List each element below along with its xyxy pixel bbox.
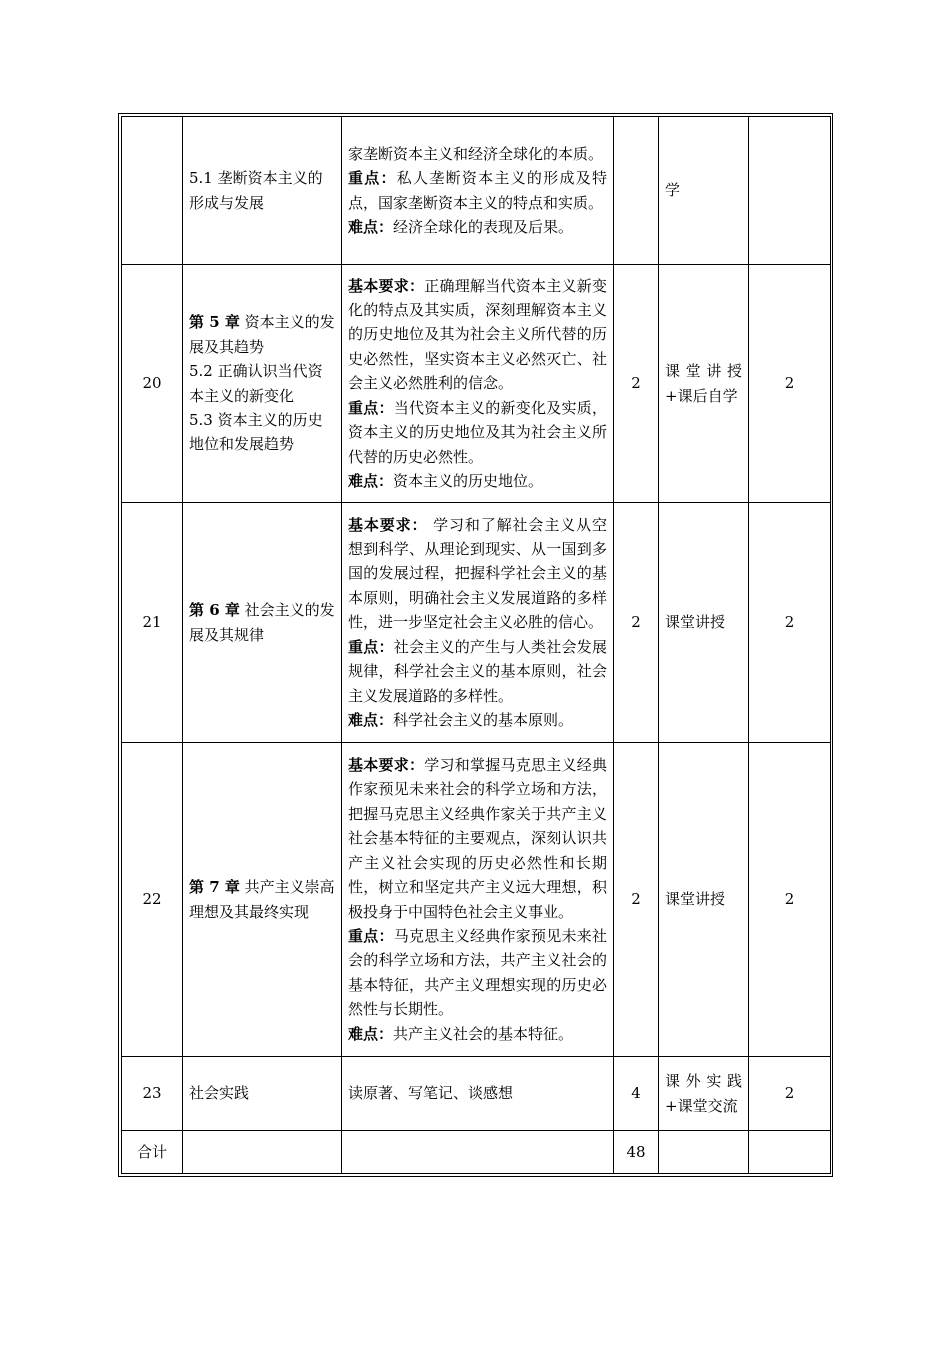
chapter-title-cell (183, 117, 342, 265)
table-row (122, 117, 831, 265)
chapter-number: 第 6 章 (189, 601, 240, 620)
content-text: 经济全球化的表现及后果。 (393, 217, 574, 236)
empty-cell (749, 1131, 831, 1174)
extra-cell: 2 (749, 743, 831, 1057)
table-row (122, 743, 831, 1057)
content-label: 基本要求： (348, 276, 425, 295)
method-cell: 课堂讲授 (659, 503, 749, 743)
empty-cell (659, 1131, 749, 1174)
extra-cell: 2 (749, 265, 831, 503)
table-row (122, 265, 831, 503)
hours-cell: 2 (614, 743, 659, 1057)
content-paragraph (348, 924, 607, 1022)
method-cell: 课外实践+课堂交流 (659, 1057, 749, 1131)
content-paragraph (348, 1022, 607, 1046)
hours-cell (614, 117, 659, 265)
row-number: 23 (122, 1057, 183, 1131)
content-label: 难点： (348, 710, 394, 729)
extra-cell (749, 117, 831, 265)
content-text: 资本主义的历史地位。 (393, 471, 544, 490)
syllabus-table (121, 116, 831, 1174)
row-number (122, 117, 183, 265)
method-cell: 学 (659, 117, 749, 265)
chapter-title: 第 6 章 社会主义的发展及其规律 (189, 601, 335, 644)
chapter-title: 第 5 章 资本主义的发展及其趋势 (189, 313, 335, 356)
content-cell (342, 503, 614, 743)
chapter-title-cell (183, 743, 342, 1057)
content-label: 基本要求： (348, 515, 428, 534)
method-cell: 课堂讲授+课后自学 (659, 265, 749, 503)
content-paragraph (348, 753, 607, 924)
table-row (122, 503, 831, 743)
syllabus-table-frame (118, 113, 833, 1177)
content-paragraph (348, 708, 607, 732)
chapter-title-cell (183, 265, 342, 503)
content-cell (342, 743, 614, 1057)
content-cell (342, 265, 614, 503)
chapter-title: 第 7 章 共产主义崇高理想及其最终实现 (189, 878, 335, 921)
row-number: 20 (122, 265, 183, 503)
method-cell: 课堂讲授 (659, 743, 749, 1057)
content-label: 重点： (348, 637, 394, 656)
content-paragraph (348, 1081, 607, 1105)
empty-cell (342, 1131, 614, 1174)
content-label: 重点： (348, 926, 394, 945)
hours-cell: 4 (614, 1057, 659, 1131)
hours-cell: 2 (614, 265, 659, 503)
content-label: 重点： (348, 398, 394, 417)
content-paragraph (348, 513, 607, 635)
content-text: 科学社会主义的基本原则。 (393, 710, 574, 729)
content-paragraph (348, 396, 607, 469)
section-title: 5.2 正确认识当代资本主义的新变化 (189, 362, 323, 405)
content-paragraph (348, 274, 607, 396)
hours-cell: 2 (614, 503, 659, 743)
content-paragraph (348, 215, 607, 239)
content-text: 学习和掌握马克思主义经典作家预见未来社会的科学立场和方法，把握马克思主义经典作家关于共产主义社会基本特征的主要观点，深刻认识共产主义社会实现的历史必然性和长期性，树立和坚定共产主义远大理想，积极投身于中国特色社会主义事业。 (348, 756, 607, 921)
content-paragraph (348, 166, 607, 215)
content-text: 学习和了解社会主义从空想到科学、从理论到现实、从一国到多国的发展过程，把握科学社会主义的基本原则，明确社会主义发展道路的多样性，进一步坚定社会主义必胜的信心。 (348, 515, 607, 632)
content-text: 正确理解当代资本主义新变化的特点及其实质，深刻理解资本主义的历史地位及其为社会主义所代替的历史必然性，坚实资本主义必然灭亡、社会主义必然胜利的信念。 (348, 276, 607, 393)
chapter-title-cell (183, 1057, 342, 1131)
content-label: 难点： (348, 217, 394, 236)
chapter-title: 社会实践 (189, 1084, 250, 1103)
content-paragraph (348, 469, 607, 493)
content-label: 难点： (348, 471, 394, 490)
content-label: 难点： (348, 1024, 394, 1043)
row-number: 22 (122, 743, 183, 1057)
content-cell (342, 117, 614, 265)
total-row (122, 1131, 831, 1174)
content-text: 社会主义的产生与人类社会发展规律，科学社会主义的基本原则，社会主义发展道路的多样性。 (348, 637, 607, 705)
content-cell (342, 1057, 614, 1131)
section-title: 5.3 资本主义的历史地位和发展趋势 (189, 410, 323, 454)
content-label: 基本要求： (348, 756, 425, 775)
content-text: 共产主义社会的基本特征。 (393, 1024, 574, 1043)
extra-cell: 2 (749, 503, 831, 743)
content-text: 读原著、写笔记、谈感想 (348, 1084, 514, 1103)
content-text: 私人垄断资本主义的形成及特点，国家垄断资本主义的特点和实质。 (348, 169, 607, 212)
table-row (122, 1057, 831, 1131)
extra-cell: 2 (749, 1057, 831, 1131)
content-text: 马克思主义经典作家预见未来社会的科学立场和方法，共产主义社会的基本特征，共产主义理想实现的历史必然性与长期性。 (348, 926, 607, 1019)
chapter-title-cell (183, 503, 342, 743)
content-paragraph (348, 635, 607, 708)
total-hours: 48 (614, 1131, 659, 1174)
content-text: 当代资本主义的新变化及实质，资本主义的历史地位及其为社会主义所代替的历史必然性。 (348, 398, 607, 466)
content-paragraph (348, 142, 607, 166)
chapter-number: 第 5 章 (189, 313, 240, 332)
chapter-number: 第 7 章 (189, 878, 240, 897)
empty-cell (183, 1131, 342, 1174)
chapter-title: 5.1 垄断资本主义的形成与发展 (189, 169, 323, 212)
content-text: 家垄断资本主义和经济全球化的本质。 (348, 144, 604, 163)
total-label: 合计 (122, 1131, 183, 1174)
content-label: 重点： (348, 169, 397, 188)
row-number: 21 (122, 503, 183, 743)
